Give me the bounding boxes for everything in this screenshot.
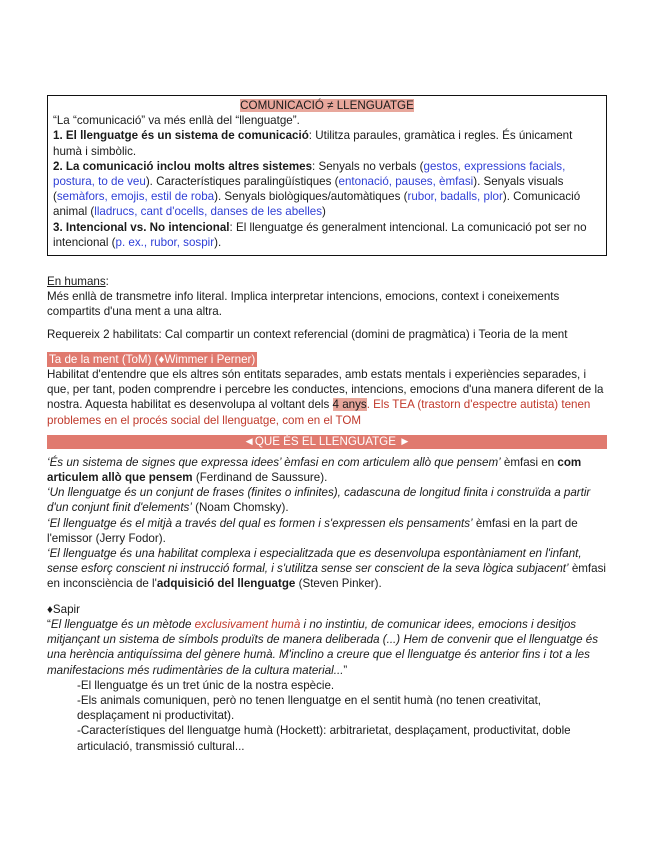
tom-text: Habilitat d'entendre que els altres són entitats separades, amb estats mentals i experiències separades, i que, per tant, poden comprendre i percebre les conductes, intencions, emocions d'una manera diferent de la nostra. Aquesta habilitat es desenvolupa al voltant dels 4 anys. Els TEA (trastorn d'espectre autista) tenen problemes en el procés social del llenguatge, com en el TOM <box>47 368 604 427</box>
sapir-item-2: -Els animals comuniquen, però no tenen llenguatge en el sentit humà (no tenen creativitat, desplaçament ni productivitat). <box>77 693 542 723</box>
definition-pinker: ‘El llenguatge és una habilitat complexa i especialitzada que es desenvolupa espontàniament en l'infant, sense esforç conscient ni instrucció formal, i s'utilitza sense ser conscient de la seva lògica subjacent’ èmfasi en inconsciència de l'adquisició del llenguatge (Steven Pinker). <box>47 547 606 591</box>
section-bar-what-is-language: ◄QUE ÉS EL LLENGUATGE ► <box>47 435 607 449</box>
box-point-1: 1. El llenguatge és un sistema de comunicació: Utilitza paraules, gramàtica i regles. És únicament humà i simbòlic. <box>53 129 573 158</box>
communication-vs-language-box <box>47 95 607 256</box>
sapir-label: ♦Sapir <box>47 602 80 616</box>
sapir-quote: “El llenguatge és un mètode exclusivament humà i no instintiu, de comunicar idees, emocions i desitjos mitjançant un sistema de símbols produïts de manera deliberada (...) Hem de convenir que el llenguatge és una herència antiquíssima del gènere humà. M'inclino a creure que el llenguatge és anterior fins i tot a les manifestacions més rudimentàries de la cultura material...” <box>47 617 599 677</box>
box-intro: “La “comunicació” va més enllà del “llenguatge”. <box>53 114 300 128</box>
box-point-2: 2. La comunicació inclou molts altres sistemes: Senyals no verbals (gestos, expressions facials, postura, to de veu). Característiques paralingüístiques (entonació, pauses, èmfasi). Senyals visuals (semàfors, emojis, estil de roba). Senyals biològiques/automàtiques (rubor, badalls, plor). Comunicació animal (lladrucs, cant d'ocells, danses de les abelles) <box>53 159 581 219</box>
document-page <box>47 95 607 754</box>
tom-label: Ta de la ment (ToM) (♦Wimmer i Perner) <box>49 352 256 366</box>
definition-fodor: ‘El llenguatge és el mitjà a través del qual es formen i s'expressen els pensaments’ èmfasi en la part de l'emissor (Jerry Fodor). <box>47 516 578 545</box>
humans-heading: En humans: <box>47 275 109 289</box>
definition-saussure: ‘És un sistema de signes que expressa idees’ èmfasi en com articulem allò que pensem’ èmfasi en com articulem allò que pensem (Ferdinand de Saussure). <box>47 455 582 485</box>
humans-text-2: Requereix 2 habilitats: Cal compartir un context referencial (domini de pragmàtica) i Teoria de la ment <box>47 327 568 341</box>
box-title: COMUNICACIÓ ≠ LLENGUATGE <box>240 99 414 112</box>
sapir-item-3: -Característiques del llenguatge humà (Hockett): arbitrarietat, desplaçament, productivitat, doble articulació, transmissió cultural... <box>77 724 571 753</box>
humans-text-1: Més enllà de transmetre info literal. Implica interpretar intencions, emocions, context i coneixements compartits d'una ment a una altra. <box>47 290 560 319</box>
box-point-3: 3. Intencional vs. No intencional: El llenguatge és generalment intencional. La comunicació pot ser no intencional (p. ex., rubor, sospir). <box>53 220 587 249</box>
sapir-item-1: -El llenguatge és un tret únic de la nostra espècie. <box>77 678 335 692</box>
definition-chomsky: ‘Un llenguatge és un conjunt de frases (finites o infinites), cadascuna de longitud finita i construïda a partir d'un conjunt finit d'elements’ (Noam Chomsky). <box>47 486 591 515</box>
